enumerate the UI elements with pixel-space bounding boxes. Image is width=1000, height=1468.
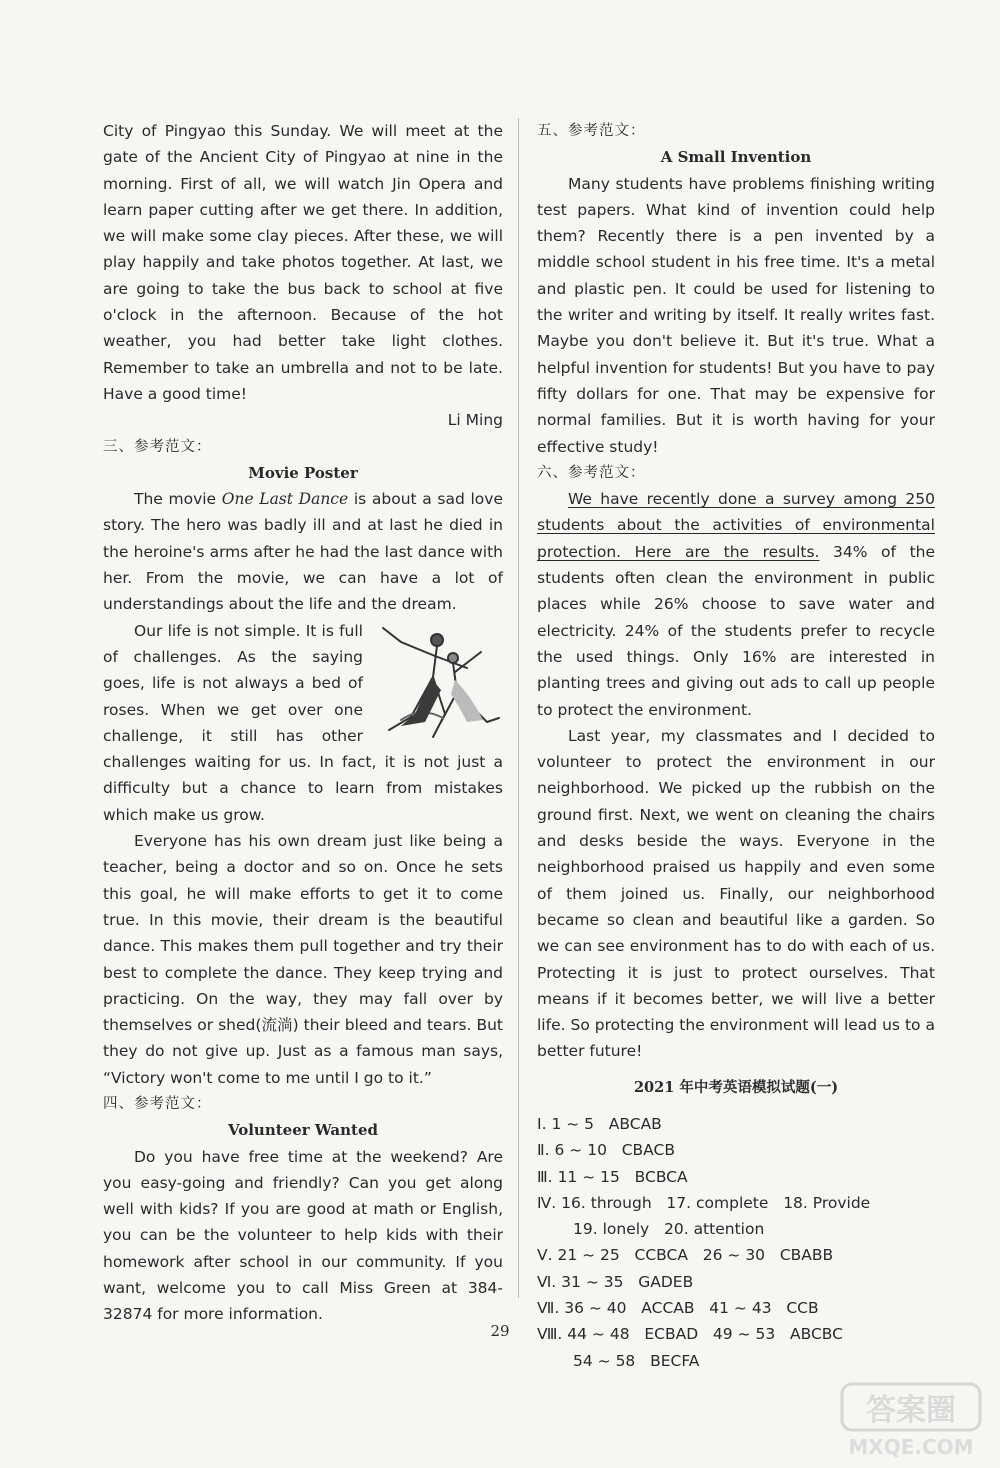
section-5-heading: 五、参考范文：	[537, 123, 646, 139]
letter-signature: Li Ming	[447, 411, 503, 430]
answer-row	[537, 1111, 935, 1137]
page-number: 29	[490, 1322, 510, 1340]
answer-text: 11 ~ 15 BCBCA	[557, 1167, 688, 1186]
survey-paragraph-1	[537, 486, 935, 723]
p1-rest: is about a sad love story. The hero was badly ill and at last he died in the heroine's arms after he had the last dance with her. From the movie, we can have a lot of understandings about the life and the dream.	[103, 490, 503, 614]
scan-marks: · · · ·	[570, 4, 633, 14]
mock-exam-title: 2021 年中考英语模拟试题(一)	[633, 1078, 839, 1096]
answer-roman: Ⅶ.	[537, 1299, 560, 1318]
right-column	[537, 118, 935, 1374]
small-invention-title: A Small Invention	[660, 148, 812, 167]
answer-roman: Ⅴ.	[537, 1246, 553, 1265]
answer-roman: Ⅳ.	[537, 1193, 557, 1212]
movie-poster-paragraph-1	[103, 486, 503, 617]
survey-underlined-sentence: We have recently done a survey among 250 students about the activities of environmental protection. Here are the results.	[537, 490, 935, 561]
survey-paragraph-2: Last year, my classmates and I decided to volunteer to protect the environment in our neighborhood. We picked up the rubbish on the ground first. Next, we went on cleaning the chairs and desks beside the ways. Everyone in the neighborhood praised us happily and even some of them joined us. Finally, our neighborhood became so clean and beautiful like a garden. So we can see environment has to do with each of us. Protecting it is just to protect ourselves. That means if it becomes better, we will live a better life. So protecting the environment will lead us to a better future!	[537, 726, 935, 1061]
letter-body: City of Pingyao this Sunday. We will meet at the gate of the Ancient City of Pingyao at nine in the morning. First of all, we will watch Jin Opera and learn paper cutting after we get there. In addition, we will make some clay pieces. After these, we will play happily and take photos together. At last, we are going to take the bus back to school at five o'clock in the afternoon. Because of the hot weather, you had better take light clothes. Remember to take an umbrella and not to be late. Have a good time!	[103, 122, 503, 403]
answer-text: 6 ~ 10 CBACB	[554, 1141, 675, 1160]
dancing-couple-icon	[371, 622, 503, 742]
small-invention-paragraph: Many students have problems finishing writing test papers. What kind of invention could help them? Recently there is a pen invented by a middle school student in his free time. It's a metal and plastic pen. It could be used for listening to the writer and writing by itself. It really writes fast. Maybe you don't believe it. But it's true. What a helpful invention for students! But you have to pay fifty dollars for one. That may be expensive for normal families. But it is worth having for your effective study!	[537, 174, 935, 456]
volunteer-wanted-paragraph: Do you have free time at the weekend? Are you easy-going and friendly? Can you get along well with kids? If you are good at math or English, you can be the volunteer to help kids with their homework after school in our community. If you want, welcome you to call Miss Green at 384-32874 for more information.	[103, 1147, 503, 1324]
section-3-heading: 三、参考范文：	[103, 438, 212, 455]
answer-row	[537, 1137, 935, 1163]
answer-text: 1 ~ 5 ABCAB	[551, 1114, 662, 1133]
answer-row	[537, 1269, 935, 1295]
answer-roman: Ⅰ.	[537, 1114, 547, 1133]
answer-text: 31 ~ 35 GADEB	[561, 1272, 694, 1291]
answer-row	[537, 1190, 935, 1216]
watermark-logo-icon	[836, 1380, 986, 1462]
column-divider	[518, 118, 519, 1298]
answer-row	[537, 1348, 935, 1374]
answer-row	[537, 1164, 935, 1190]
answer-text: 44 ~ 48 ECBAD 49 ~ 53 ABCBC	[567, 1325, 843, 1344]
movie-poster-paragraph-3: Everyone has his own dream just like being a teacher, being a doctor and so on. Once he sets this goal, he will make efforts to get it to come true. In this movie, their dream is the beautiful dance. This makes them pull together and try their best to complete the dance. They keep trying and practicing. On the way, they may fall over by themselves or shed(流淌) their bleed and tears. But they do not give up. Just as a famous man says, “Victory won't come to me until I go to it.”	[103, 832, 503, 1087]
answer-roman: Ⅵ.	[537, 1272, 557, 1291]
left-column	[103, 118, 503, 1328]
volunteer-wanted-title: Volunteer Wanted	[227, 1121, 379, 1140]
movie-poster-paragraph-2: Our life is not simple. It is full of challenges. As the saying goes, life is not always a bed of roses. When we get over one challenge, it still has other challenges waiting for us. In fact, it is not just a difficulty but a chance to learn from mistakes which make us grow.	[103, 621, 503, 824]
section-6-heading: 六、参考范文：	[537, 464, 646, 481]
survey-results: 34% of the students often clean the environment in public places while 26% choose to save water and electricity. 24% of the students prefer to recycle the used things. Only 16% are interested in planting trees and giving out ads to call up people to protect the environment.	[537, 542, 936, 719]
watermark-text-bottom: MXQE.COM	[848, 1435, 974, 1459]
answer-text: 36 ~ 40 ACCAB 41 ~ 43 CCB	[564, 1299, 819, 1318]
answer-text: 19. lonely 20. attention	[573, 1220, 765, 1239]
answer-row	[537, 1242, 935, 1268]
answer-text: 21 ~ 25 CCBCA 26 ~ 30 CBABB	[557, 1246, 834, 1265]
answer-roman: Ⅱ.	[537, 1141, 550, 1160]
p1-lead: The movie	[134, 490, 222, 509]
movie-name: One Last Dance	[221, 490, 349, 509]
answer-text: 16. through 17. complete 18. Provide	[561, 1193, 871, 1212]
answer-text: 54 ~ 58 BECFA	[573, 1351, 700, 1370]
section-4-heading: 四、参考范文：	[103, 1095, 212, 1112]
watermark-text-top: 答案圈	[866, 1393, 956, 1428]
movie-poster-title: Movie Poster	[248, 463, 358, 482]
answer-roman: Ⅲ.	[537, 1167, 553, 1186]
answer-roman: Ⅷ.	[537, 1325, 563, 1344]
answer-row	[537, 1216, 935, 1242]
answer-row	[537, 1295, 935, 1321]
